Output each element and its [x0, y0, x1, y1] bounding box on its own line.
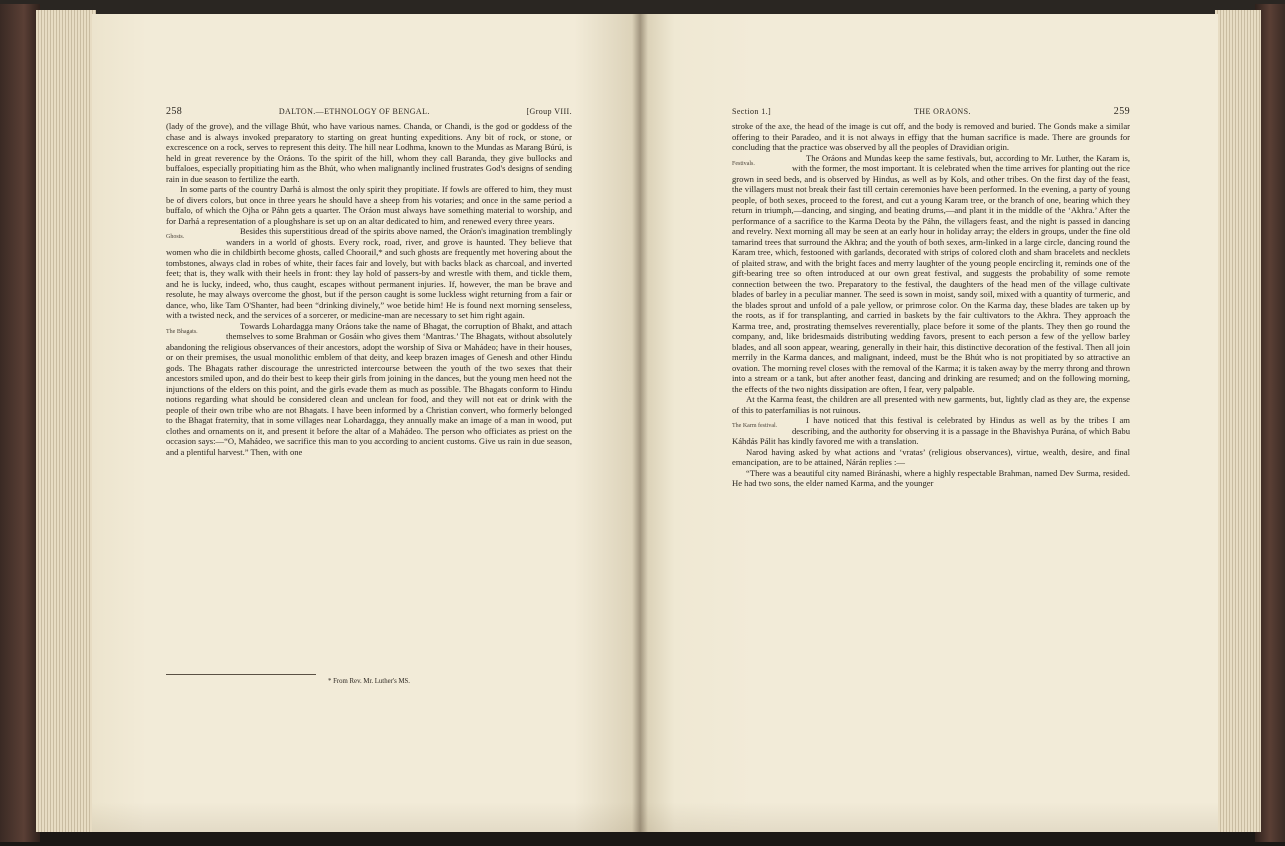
left-running-title: DALTON.—ETHNOLOGY OF BENGAL. [278, 107, 430, 116]
right-running-title: THE ORAONS. [914, 107, 971, 116]
right-body-text [732, 121, 1130, 489]
page-shadow [92, 802, 640, 832]
paragraph: stroke of the axe, the head of the image is cut off, and the body is removed and buried. The Gonds make a similar offering to their Paradeo, and it is not always in effigy that the human sacrifice is made. There are grounds for concluding that the practice was observed by all the peoples of Dravidian origin. [732, 121, 1130, 152]
left-body-text [166, 121, 572, 457]
paragraph: I have noticed that this festival is celebrated by Hindus as well as by the tribes I am describing, and the authority for observing it is a passage in the Bhavishya Purána, of which Babu Káhdás Pálit has kindly favored me with a translation. [732, 415, 1130, 446]
paragraph: (lady of the grove), and the village Bhút, who have various names. Chanda, or Chandi, is the god or goddess of the chase and is always invoked preparatory to starting on great hunting expeditions. Any bit of rock, or stone, or excrescence on a rock, serves to represent this deity. The hill near Lodhma, known to the Mundas as Marang Búrú, is held in great reverence by the Oráons. To the spirit of the hill, whom they call Baranda, they give bullocks and buffaloes, especially propitiating him as the Bhút, who when malignantly inclined frustrates God's designs of sending rain in due season to fertilize the earth. [166, 121, 572, 184]
sidenote-festivals: Festivals. [732, 160, 755, 167]
paragraph: The Oráons and Mundas keep the same festivals, but, according to Mr. Luther, the Karam is, with the former, the most important. It is celebrated when the time arrives for planting out the rice grown in seed beds, and is observed by Hindus, as well as by Kols, and other tribes. On the first day of the feast, the villagers must not break their fast till certain ceremonies have been performed. In the evening, a party of young people, of both sexes, proceed to the forest, and cut a young Karam tree, or the branch of one, bearing which they return in triumph,—dancing, and singing, and beating drums,—and plant it in the middle of the ‘Akhra.’ After the performance of a sacrifice to the Karma Deota by the Páhn, the villagers feast, and the night is passed in dancing and revelry. Next morning all may be seen at an early hour in holiday array; the elders in groups, under the fine old tamarind trees that surround the Akhra; and the youth of both sexes, arm-linked in a large circle, dancing round the Karam tree, which, festooned with garlands, decorated with strips of colored cloth and sham bracelets and necklets of plaited straw, and with the bright faces and merry laughter of the young people encircling it, reminds one of the gift-bearing tree so often introduced at our own great festival, and suggests the probability of some remote connection between the two. Preparatory to the festival, the daughters of the head men of the village cultivate blades of barley in a peculiar manner. The seed is sown in moist, sandy soil, mixed with a quantity of turmeric, and the blades sprout and unfold of a pale yellow, or primrose color. On the Karma day, these blades are taken up by the roots, as if for transplanting, and carried in baskets by the fair cultivators to the Akhra. They approach the Karma tree, and, prostrating themselves reverentially, place before it some of the plants. They then go round the company, and, like bridesmaids distributing wedding favors, present to each person a few of the yellow barley blades, and all soon appear, wearing, generally in their hair, this distinctive decoration of the festival. Then all join merrily in the Karma dances, and malignant, indeed, must be the Bhút who is not propitiated by so attractive an ovation. The morning revel closes with the removal of the Karma; it is taken away by the merry throng and thrown into a stream or a tank, but after another feast, dancing and drinking are resumed; and on the following morning, the effects of the two nights dissipation are often, I fear, very palpable. [732, 152, 1130, 394]
page-stack-right [1215, 10, 1261, 832]
paragraph: In some parts of the country Darhá is almost the only spirit they propitiate. If fowls are offered to him, they must be of divers colors, but once in three years he should have a sheep from his votaries; and once in the same period a buffalo, of which the Ojha or Páhn gets a quarter. The Oráon must always have something material to worship, and for Darhá a representation of a ploughshare is set up on an altar dedicated to him, and renewed every three years. [166, 184, 572, 226]
right-page [640, 14, 1218, 832]
page-stack-left [36, 10, 96, 832]
page-shadow [640, 802, 1218, 832]
left-running-head [166, 106, 572, 117]
paragraph: Narod having asked by what actions and ‘vratas’ (religious observances), virtue, wealth, desire, and final emancipation, are to be attained, Nárán replies :— [732, 446, 1130, 467]
left-section-tag: [Group VIII. [526, 107, 572, 116]
right-page-number: 259 [1113, 106, 1130, 117]
book-gutter [632, 14, 648, 832]
footnote-rule [166, 674, 316, 675]
sidenote-bhagats: The Bhagats. [166, 328, 198, 335]
paragraph: Besides this superstitious dread of the spirits above named, the Oráon's imagination tremblingly wanders in a world of ghosts. Every rock, road, river, and grove is haunted. They believe that women who die in childbirth become ghosts, called Choorail,* and such ghosts are frequently met hovering about the tombstones, always clad in robes of white, their faces fair and lovely, but with backs black as charcoal, and inverted feet; that is, they walk with their heels in front: they lay hold of passers-by and wrestle with them, and tickle them, and he is lucky, indeed, who, thus caught, escapes without permanent injuries. If, however, the man be brave and resolute, he may always overcome the ghost, but if the person caught is some luckless wight returning from a fair or dance, who, like Tam O'Shanter, had been “drinking divinely,” woe betide him! He is found next morning senseless, with a twisted neck, and the services of a sorcerer, or medicine-man are necessary to set him right again. [166, 226, 572, 320]
sidenote-ghosts: Ghosts. [166, 234, 185, 240]
right-running-head [732, 106, 1130, 117]
left-page [92, 14, 640, 832]
footnote: * From Rev. Mr. Luther's MS. [328, 678, 410, 685]
paragraph: “There was a beautiful city named Biránashi, where a highly respectable Brahman, named Dev Surma, resided. He had two sons, the elder named Karma, and the younger [732, 467, 1130, 488]
paragraph: At the Karma feast, the children are all presented with new garments, but, lightly clad as they are, the expense of this to paterfamilias is not ruinous. [732, 394, 1130, 415]
book-cover-left [0, 4, 40, 842]
right-section-tag: Section 1.] [732, 107, 772, 116]
paragraph: Towards Lohardagga many Oráons take the name of Bhagat, the corruption of Bhakt, and attach themselves to some Brahman or Gosáin who gives them ‘Mantras.’ The Bhagats, without absolutely abandoning the religious observances of their ancestors, adopt the worship of Siva or Mahádeo; have in their houses, or on their premises, the usual monolithic emblem of that deity, and keep brazen images of Genesh and other Hindu gods. The Bhagats rather discourage the unrestricted intercourse between the youth of the two sexes that their ancestors smiled upon, and do their best to keep their girls from joining in the dances, but the young men heed not the injunctions of the elders on this point, and the girls evade them as much as possible. The Bhagats conform to Hindu notions regarding what should be considered clean and unclean for food, and they will not eat or drink with the people of their own tribe who are not Bhagats. I have been informed by a Christian convert, who formerly belonged to the Bhagat fraternity, that in some villages near Lohardagga, they annually make an image of a man in wood, put clothes and ornaments on it, and present it before the altar of a Mahádeo. The person who officiates as priest on the occasion says:—“O, Mahádeo, we sacrifice this man to you according to ancient customs. Give us rain in due season, and a plentiful harvest.” Then, with one [166, 320, 572, 457]
left-page-number: 258 [166, 106, 183, 117]
sidenote-karm-festival: The Karm festival. [732, 423, 778, 429]
